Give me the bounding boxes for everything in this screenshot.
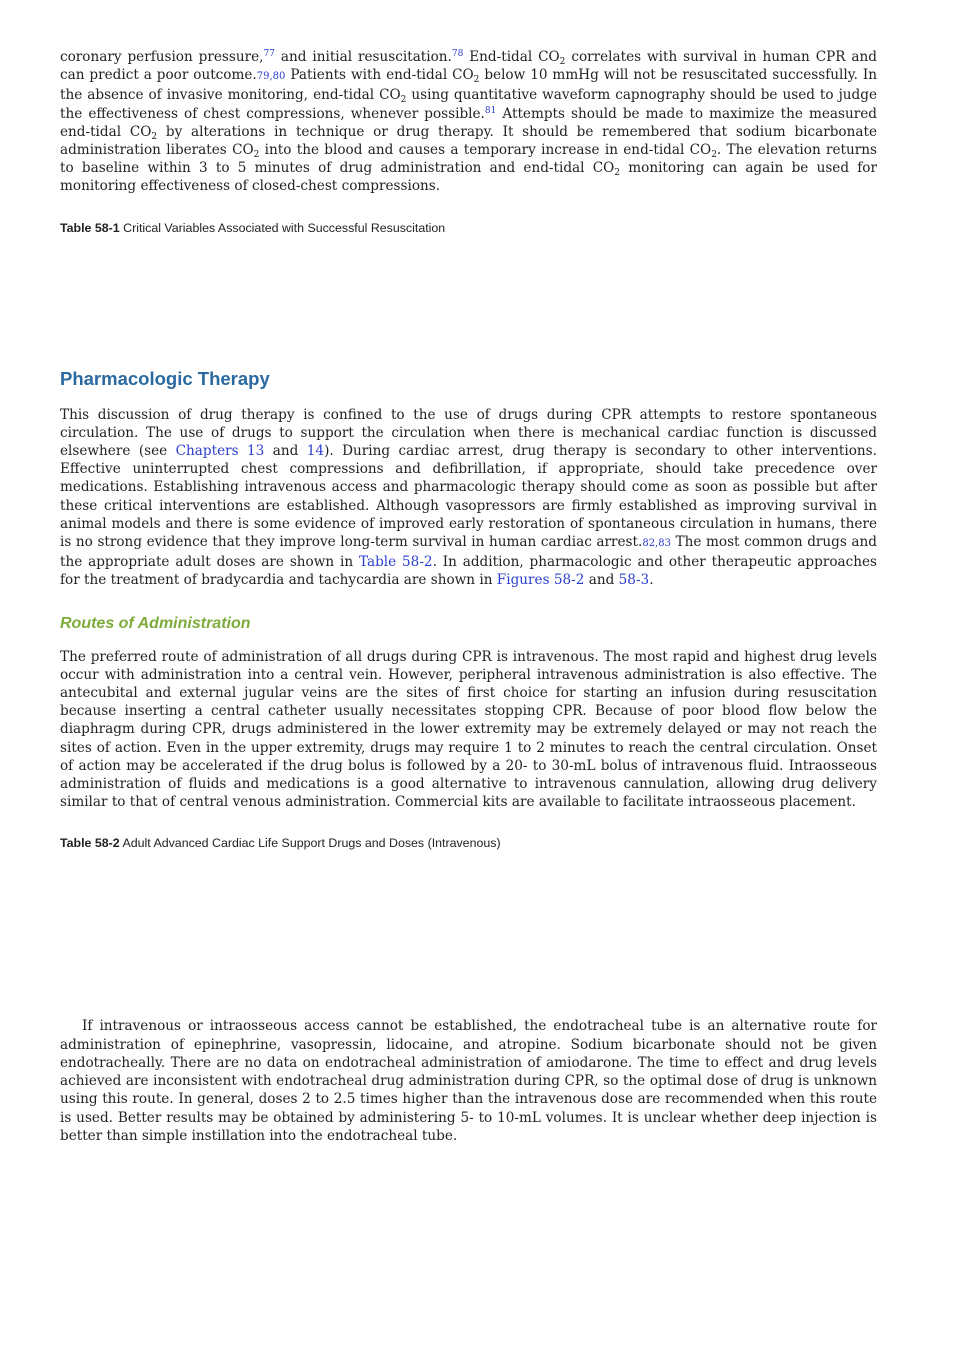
- table-label: Table 58-2: [60, 836, 120, 851]
- paragraph-routes: The preferred route of administration of all drugs during CPR is intravenous. The most rapid and highest drug levels occur with administration into a central vein. However, peripheral intravenous administration is also effective. The antecubital and external jugular veins are the sites of first choice for starting an infusion during resuscitation because inserting a central catheter usually necessitates stopping CPR. Because of poor blood flow below the diaphragm during CPR, drugs administered in the lower extremity may be extremely delayed or may not reach the sites of action. Even in the upper extremity, drugs may require 1 to 2 minutes to reach the central circulation. Onset of action may be accelerated if the drug bolus is followed by a 20- to 30-mL bolus of intravenous fluid. Intraosseous administration of fluids and medications is a good alternative to intravenous cannulation, allowing drug delivery similar to that of central venous administration. Commercial kits are available to facilitate intraosseous placement.: [60, 648, 877, 811]
- table-label: Table 58-1: [60, 220, 120, 235]
- section-heading: Pharmacologic Therapy: [60, 367, 270, 389]
- page: [60, 44, 877, 1145]
- chapter-link[interactable]: Chapters 13: [175, 443, 265, 460]
- table-title: Critical Variables Associated with Successful Resuscitation: [119, 220, 446, 235]
- table-title: Adult Advanced Cardiac Life Support Drugs and Doses (Intravenous): [119, 836, 501, 851]
- paragraph-drug-therapy: This discussion of drug therapy is confined to the use of drugs during CPR attempts to restore spontaneous circulation. The use of drugs to support the circulation when there is mechanical cardiac function is discussed elsewhere (see Chapters 13 and 14). During cardiac arrest, drug therapy is secondary to other interventions. Effective uninterrupted chest compressions and defibrillation, if appropriate, should take precedence over medications. Establishing intravenous access and pharmacologic therapy should come as soon as possible but after these critical interventions are established. Although vasopressors are firmly established as improving survival in animal models and there is some evidence of improved early restoration of spontaneous circulation in humans, there is no strong evidence that they improve long-term survival in human cardiac arrest.82,83 The most common drugs and the appropriate adult doses are shown in Table 58-2. In addition, pharmacologic and other therapeutic approaches for the treatment of bradycardia and tachycardia are shown in Figures 58-2 and 58-3.: [60, 406, 878, 589]
- figure-link[interactable]: Figures 58-2: [496, 572, 585, 589]
- reference-link[interactable]: 78: [451, 49, 464, 59]
- reference-link[interactable]: 81: [484, 105, 497, 116]
- table-caption-58-1[interactable]: [60, 221, 877, 235]
- reference-link[interactable]: 82,83: [642, 538, 671, 550]
- reference-link[interactable]: 77: [263, 49, 275, 59]
- chapter-link[interactable]: 14: [306, 443, 325, 460]
- subsection-heading: Routes of Administration: [60, 614, 251, 632]
- table-caption-58-2[interactable]: [60, 836, 877, 850]
- figure-link[interactable]: 58-3: [618, 572, 650, 589]
- paragraph-end-tidal-co2: coronary perfusion pressure,$^{77}$ and initial resuscitation.$^{78}$ End-tidal $CO_2$ correlates with survival in human CPR and can predict a poor outcome.79,80 Patients with end-tidal $CO_2$ below 10 mmHg will not be resuscitated successfully. In the absence of invasive monitoring, end-tidal $CO_2$ using quantitative waveform capnography should be used to judge the effectiveness of chest compressions, whenever possible.$^{81}$ Attempts should be made to maximize the measured end-tidal $CO_2$ by alterations in technique or drug therapy. It should be remembered that sodium bicarbonate administration liberates $CO_2$ into the blood and causes a temporary increase in end-tidal $CO_2$. The elevation returns to baseline within 3 to 5 minutes of drug administration and end-tidal $CO_2$ monitoring can again be used for monitoring effectiveness of closed-chest compressions.: [60, 49, 878, 195]
- paragraph-endotracheal: If intravenous or intraosseous access cannot be established, the endotracheal tube is an alternative route for administration of epinephrine, vasopressin, lidocaine, and atropine. Sodium bicarbonate should not be given endotracheally. There are no data on endotracheal administration of amiodarone. The time to effect and drug levels achieved are inconsistent with endotracheal drug administration during CPR, so the optimal dose of drug is unknown using this route. In general, doses 2 to 2.5 times higher than the intravenous dose are recommended when this route is used. Better results may be obtained by administering 5- to 10-mL volumes. It is unclear whether deep injection is better than simple instillation into the endotracheal tube.: [60, 1018, 877, 1144]
- reference-link[interactable]: 79,80: [256, 71, 286, 83]
- table-link[interactable]: Table 58-2: [358, 554, 433, 571]
